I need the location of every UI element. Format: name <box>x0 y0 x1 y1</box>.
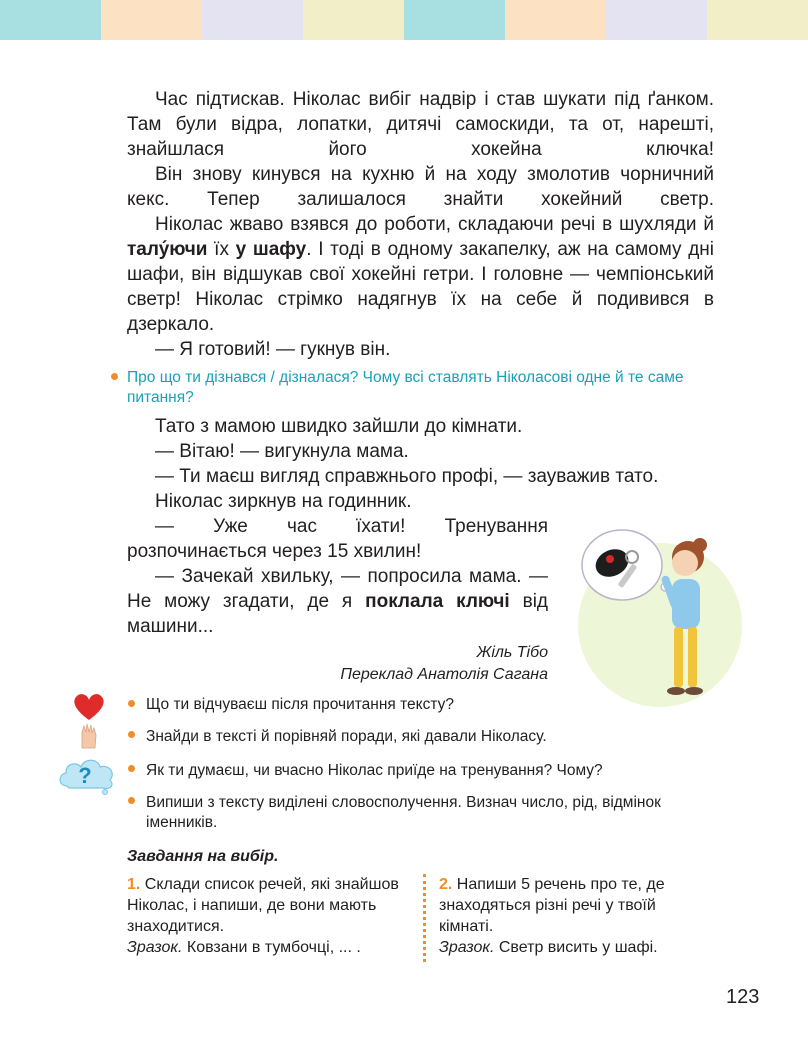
story-line: Тато з мамою швидко зайшли до кімнати. <box>155 416 523 437</box>
task-item: Випиши з тексту виділені словосполучення. Визнач число, рід, відмінок іменників. <box>146 794 661 831</box>
task-number: 2. <box>439 876 453 893</box>
header-stripe <box>505 0 606 40</box>
header-stripe <box>404 0 505 40</box>
highlighted-phrase: у шафу <box>235 239 307 260</box>
highlighted-phrase: талу́ючи <box>127 239 208 260</box>
story-line: — Ти маєш вигляд справжнього профі, — зауважив тато. <box>155 466 659 487</box>
header-stripe <box>606 0 707 40</box>
choice-title: Завдання на вибір. <box>127 848 279 865</box>
example-label: Зразок. <box>439 939 495 956</box>
story-text-part1 <box>127 87 714 362</box>
task-number: 1. <box>127 876 141 893</box>
task-item: Як ти думаєш, чи вчасно Ніколас приїде на тренування? Чому? <box>146 762 603 779</box>
bullet-icon <box>128 731 135 738</box>
story-line: Ніколас зиркнув на годинник. <box>155 491 412 512</box>
choice-task-1: 1. Склади список речей, які знайшов Ніколас, і напиши, де вони мають знаходитися. Зразок. Ковзани в тумбочці, ... . <box>127 876 399 956</box>
header-stripe <box>0 0 101 40</box>
task-item: Що ти відчуваєш після прочитання тексту? <box>146 696 455 713</box>
choice-task-2: 2. Напиши 5 речень про те, де знаходяться різні речі у твоїй кімнаті. Зразок. Светр висить у шафі. <box>439 876 665 956</box>
bullet-icon <box>111 373 118 380</box>
bullet-icon <box>128 700 135 707</box>
heart-hand-icon <box>70 690 108 752</box>
header-stripe <box>303 0 404 40</box>
bullet-icon <box>128 765 135 772</box>
story-line: — Вітаю! — вигукнула мама. <box>155 441 409 462</box>
story-line: — Зачекай хвильку, — попросила мама. — Не можу згадати, де я поклала ключі від машини... <box>127 566 549 637</box>
header-stripe <box>202 0 303 40</box>
bullet-icon <box>128 797 135 804</box>
highlighted-phrase: поклала ключі <box>365 591 510 612</box>
question-cloud-icon <box>55 752 119 796</box>
task-item: Знайди в тексті й порівняй поради, які давали Ніколасу. <box>146 728 547 745</box>
girl-thinking-illustration <box>570 515 750 710</box>
comprehension-question: Про що ти дізнався / дізналася? Чому всі ставлять Ніколасові одне й те саме питання? <box>127 369 684 406</box>
header-stripe <box>707 0 808 40</box>
header-color-band <box>0 0 808 40</box>
story-translator: Переклад Анатолія Сагана <box>340 666 548 683</box>
story-paragraph: — Я готовий! — гукнув він. <box>155 339 391 360</box>
story-line: — Уже час їхати! Тренування розпочинається через 15 хвилин! <box>127 516 548 562</box>
svg-text:?: ? <box>78 763 92 788</box>
story-text-part2 <box>127 414 714 514</box>
story-author: Жіль Тібо <box>476 644 548 661</box>
dotted-divider <box>423 874 426 962</box>
story-text-part3 <box>127 514 548 686</box>
page-number: 123 <box>726 986 760 1008</box>
story-paragraph: Час підтискав. Ніколас вибіг надвір і став шукати під ґанком. Там були відра, лопатки, дитячі самоскиди, та от, нарешті, знайшлася його хокейна ключка! <box>127 89 714 160</box>
header-stripe <box>101 0 202 40</box>
story-paragraph: Він знову кинувся на кухню й на ходу змолотив чорничний кекс. Тепер залишалося знайти хокейний светр. <box>127 164 714 210</box>
example-label: Зразок. <box>127 939 183 956</box>
story-paragraph: Ніколас жваво взявся до роботи, складаючи речі в шухляди й талу́ючи їх у шафу. І тоді в одному закапелку, аж на самому дні шафи, він відшукав свої хокейні гетри. І головне — чемпіонський светр! Ніколас стрімко надягнув їх на себе й подивився в дзеркало. <box>127 214 714 335</box>
